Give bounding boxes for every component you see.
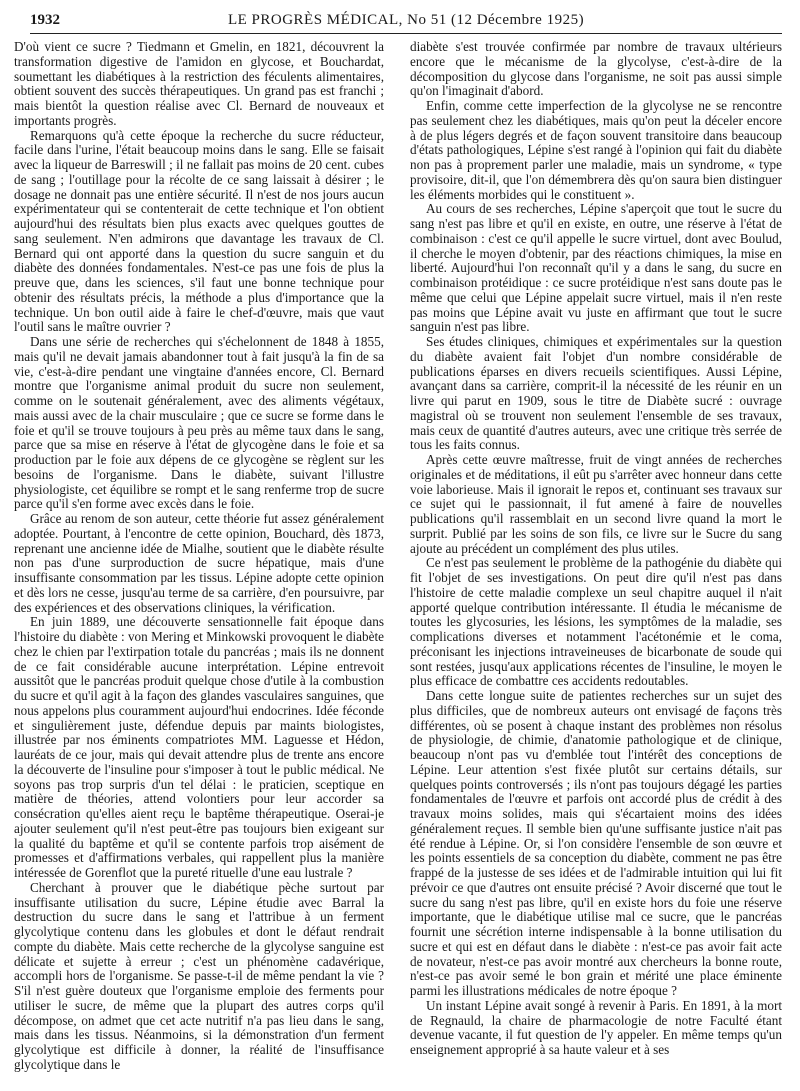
paragraph: Un instant Lépine avait songé à revenir à Paris. En 1891, à la mort de Regnauld, la chaire de pharmacologie de notre Faculté étant devenue vacante, il fut question de l'y appeler. En même temps qu'un enseignement approprié à sa haute valeur et à ses [410, 997, 782, 1057]
right-column [410, 40, 782, 1058]
page-number: 1932 [30, 12, 60, 28]
paragraph: Ce n'est pas seulement le problème de la pathogénie du diabète qui fit l'objet de ses investigations. On peut dire qu'il n'est pas dans l'histoire de cette maladie complexe un seul chapitre auquel il n'ait apporté quelque contribution intéressante. Il étudia le mécanisme de toutes les glycosuries, les lésions, les symptômes de la maladie, ses complications diverses et notamment l'acétonémie et le coma, préconisant les injections intraveineuses de bicarbonate de soude qui sont restées, jusqu'aux applications récentes de l'insuline, le moyen le plus efficace de combattre ces accidents redoutables. [410, 555, 782, 689]
paragraph: Ses études cliniques, chimiques et expérimentales sur la question du diabète avaient fait l'objet d'un nombre considérable de publications éparses en divers recueils scientifiques. Aussi Lépine, avançant dans sa carrière, comprit-il la nécessité de les réunir en un livre qui parut en 1909, sous le titre de Diabète sucré : ouvrage magistral où se trouvent non seulement l'ensemble de ses travaux, mais ceux de quantité d'autres auteurs, avec une critique très serrée de tous les faits connus. [410, 334, 782, 453]
left-column [14, 40, 384, 1073]
paragraph: Grâce au renom de son auteur, cette théorie fut assez généralement adoptée. Pourtant, à l'encontre de cette opinion, Bouchard, dès 1873, reprenant une ancienne idée de Mialhe, soutient que le diabète résulte non pas d'une surproduction de sucre hépatique, mais d'une insuffisante consommation par les tissus. Lépine adopte cette opinion et dès lors ne cesse, jusqu'au terme de sa carrière, d'en poursuivre, par des expériences et des observations cliniques, la vérification. [14, 511, 384, 615]
header-rule [30, 33, 782, 34]
paragraph: Dans une série de recherches qui s'échelonnent de 1848 à 1855, mais qu'il ne devait jamais abandonner tout à fait jusqu'à la fin de sa vie, c'est-à-dire pendant une vingtaine d'années encore, Cl. Bernard montre que l'organisme animal produit du sucre non seulement, comme on le soutenait généralement, avec des aliments végétaux, mais aussi avec de la chair musculaire ; que ce sucre se forme dans le foie et qu'il se trouve toujours à peu près au même taux dans le sang, parce que sa mise en réserve à l'état de glycogène dans le foie et sa production par le foie aux dépens de ce glycogène se règlent sur les besoins de l'organisme. Dans le diabète, suivant l'illustre physiologiste, cet équilibre se rompt et le sang renferme trop de sucre parce qu'il s'en forme avec excès dans le foie. [14, 334, 384, 512]
paragraph: Enfin, comme cette imperfection de la glycolyse ne se rencontre pas seulement chez les diabétiques, mais qu'on peut la déceler encore à de plus légers degrés et de façon souvent transitoire dans beaucoup d'états pathologiques, Lépine s'est rangé à l'opinion qui fait du diabète non pas à proprement parler une maladie, mais un syndrome, « type provisoire, dit-il, que l'on démembrera dès qu'on saura bien distinguer les éléments morbides qui le constituent ». [410, 98, 782, 202]
paragraph: Remarquons qu'à cette époque la recherche du sucre réducteur, facile dans l'urine, l'était beaucoup moins dans le sang. Elle se faisait avec la liqueur de Barreswill ; il ne fallait pas moins de 20 cent. cubes de sang ; l'outillage pour la récolte de ce sang laissait à désirer ; le dosage ne donnait pas une entière sécurité. Il n'est de nos jours aucun expérimentateur qui se contenterait de cette technique et l'on obtient aujourd'hui des résultats bien plus exacts avec quelques gouttes de sang seulement. N'en admirons que davantage les travaux de Cl. Bernard qui ont apporté dans la question du sucre sanguin et du diabète des données fondamentales. N'est-ce pas une fois de plus la preuve que, dans les sciences, s'il faut une bonne technique pour obtenir des résultats précis, la méthode a plus d'importance que la technique. Un bon outil aide à faire le chef-d'œuvre, mais que vaut l'outil sans le maître ouvrier ? [14, 127, 384, 335]
page-header [30, 10, 782, 32]
paragraph: En juin 1889, une découverte sensationnelle fait époque dans l'histoire du diabète : von Mering et Minkowski provoquent le diabète chez le chien par l'extirpation totale du pancréas ; mais ils ne donnent de ce fait considérable aucune interprétation. Lépine entrevoit aussitôt que le pancréas produit quelque chose d'utile à la combustion du sucre et qu'il agit à la façon des glandes vasculaires sanguines, que nous appelons plus couramment aujourd'hui endocrines. Idée féconde et singulièrement juste, défendue depuis par maints biologistes, illustrée par nos éminents compatriotes MM. Laguesse et Hédon, lauréats de ce jour, mais qui devait attendre plus de trente ans encore la découverte de l'insuline pour s'imposer à tout le public médical. Ne soyons pas trop surpris d'un tel délai : le praticien, sceptique en matière de théories, attend volontiers pour leur accorder sa consécration qu'elles aient reçu le baptême thérapeutique. Oserai-je ajouter seulement qu'il n'est peut-être pas toujours bien exigeant sur la qualité du baptême et qu'il se contente parfois trop aisément de promesses et d'affirmations verbales, qui rappellent plus la manière intéressée de Gorenflot que la pureté rituelle d'une eau lustrale ? [14, 614, 384, 880]
running-title: LE PROGRÈS MÉDICAL, No 51 (12 Décembre 1925) [227, 12, 585, 28]
paragraph: Au cours de ses recherches, Lépine s'aperçoit que tout le sucre du sang n'est pas libre et qu'il en existe, en outre, une réserve à l'état de combinaison : c'est ce qu'il appelle le sucre virtuel, dont avec Boulud, il cherche le moyen d'obtenir, par des réactions chimiques, la mise en liberté. Aujourd'hui l'on reconnaît qu'il y a dans le sang, du sucre en combinaison protéidique : ce sucre protéidique n'est sans doute pas le même que celui que Lépine appelait sucre virtuel, mais il n'en reste pas moins que Lépine avait vu juste en affirmant que tout le sucre sanguin n'est pas libre. [410, 201, 782, 335]
paragraph: diabète s'est trouvée confirmée par nombre de travaux ultérieurs encore que le mécanisme de la glycolyse, c'est-à-dire de la décomposition du glycose dans l'organisme, ne soit pas aussi simple qu'on l'imaginait d'abord. [410, 39, 782, 99]
paragraph: Dans cette longue suite de patientes recherches sur un sujet des plus difficiles, que de nombreux auteurs ont envisagé de façons très différentes, où se posent à chaque instant des problèmes non résolus de physiologie, de chimie, d'anatomie pathologique et de clinique, beaucoup n'ont pas vu d'emblée tout l'intérêt des conceptions de Lépine. Leur attention s'est fixée plutôt sur certains détails, sur quelques points controversés ; ils n'ont pas toujours dégagé les parties fondamentales de l'œuvre et parfois ont accordé plus de crédit à des travaux moins solides, mais qui s'écartaient moins des idées généralement reçues. Il semble bien qu'une suffisante justice n'ait pas été rendue à Lépine. Or, si l'on considère l'ensemble de son œuvre et les points essentiels de sa conception du diabète, comment ne pas être frappé de la justesse de ses idées et de l'admirable intuition qui lui fit prévoir ce que d'autres ont ensuite précisé ? Avoir discerné que tout le sucre du sang n'est pas libre, qu'il en existe hors du foie une réserve importante, que le diabétique utilise mal ce sucre, que le pancréas fournit une sécrétion interne indispensable à la bonne utilisation du sucre et qui est en défaut dans le diabète : n'est-ce pas avoir fait acte de novateur, n'est-ce pas avoir montré aux chercheurs la bonne route, n'est-ce pas avoir semé le bon grain et mérité une place éminente parmi les illustrations médicales de notre époque ? [410, 688, 782, 998]
paragraph: Après cette œuvre maîtresse, fruit de vingt années de recherches originales et de méditations, il eût pu s'arrêter avec honneur dans cette voie laborieuse. Mais il ignorait le repos et, continuant ses travaux sur ce sujet qui le passionnait, il fut amené à faire de nouvelles publications qu'il rassemblait en un second livre quand la mort le surprit. Publié par les soins de son fils, ce livre sur le Sucre du sang ajoute au précédent un complément des plus utiles. [410, 452, 782, 556]
paragraph: Cherchant à prouver que le diabétique pèche surtout par insuffisante utilisation du sucre, Lépine étudie avec Barral la destruction du sucre dans le sang et l'attribue à un ferment glycolytique contenu dans les globules et dont le défaut rendrait compte du diabète. Mais cette recherche de la glycolyse sanguine est délicate et sujette à erreur ; c'est un phénomène cadavérique, accompli hors de l'organisme. Se passe-t-il de même pendant la vie ? S'il n'est guère douteux que l'organisme emploie des ferments pour utiliser le sucre, de même que la plupart des autres corps qu'il décompose, on admet que cet acte nutritif n'a pas lieu dans le sang, mais dans les tissus. Néanmoins, si la démonstration d'un ferment glycolytique est difficile à donner, la réalité de l'insuffisance glycolytique dans le [14, 879, 384, 1072]
paragraph: D'où vient ce sucre ? Tiedmann et Gmelin, en 1821, découvrent la transformation digestive de l'amidon en glycose, et Bouchardat, soumettant les diabétiques à la restriction des féculents alimentaires, obtient souvent des succès thérapeutiques. Un grand pas est franchi ; mais bientôt la question réalise avec Cl. Bernard de nouveaux et importants progrès. [14, 39, 384, 128]
